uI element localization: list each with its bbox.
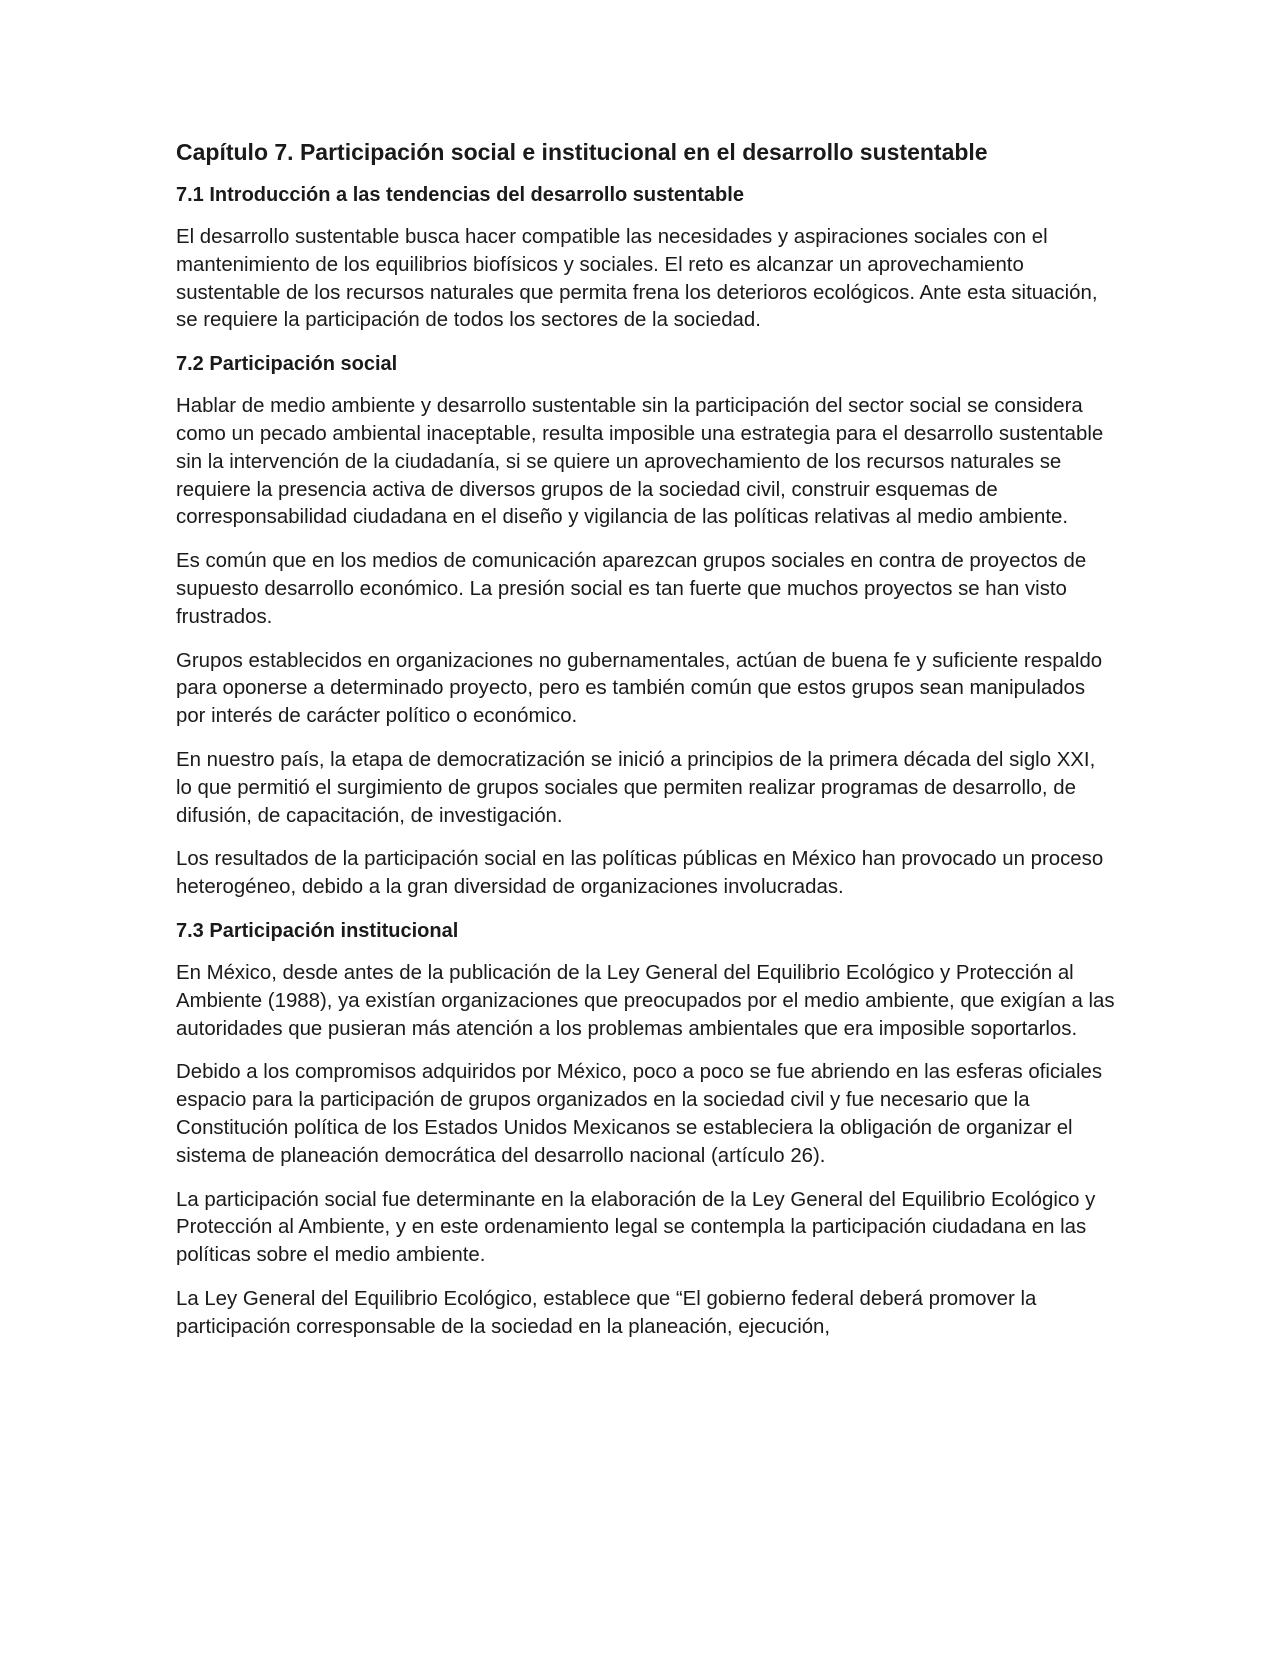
chapter-title: Capítulo 7. Participación social e institucional en el desarrollo sustentable xyxy=(176,139,988,165)
document-page xyxy=(176,138,1116,1358)
paragraph: Es común que en los medios de comunicación aparezcan grupos sociales en contra de proyectos de supuesto desarrollo económico. La presión social es tan fuerte que muchos proyectos se han visto frustrados. xyxy=(176,550,1087,628)
paragraph: La participación social fue determinante en la elaboración de la Ley General del Equilibrio Ecológico y Protección al Ambiente, y en este ordenamiento legal se contempla la participación ciudadana en las políticas sobre el medio ambiente. xyxy=(176,1188,1096,1267)
paragraph: Debido a los compromisos adquiridos por México, poco a poco se fue abriendo en las esferas oficiales espacio para la participación de grupos organizados en la sociedad civil y fue necesario que la Constitución política de los Estados Unidos Mexicanos se estableciera la obligación de organizar el sistema de planeación democrática del desarrollo nacional (artículo 26). xyxy=(176,1061,1103,1167)
section-heading-7-2: 7.2 Participación social xyxy=(176,353,398,376)
paragraph: La Ley General del Equilibrio Ecológico, establece que “El gobierno federal deberá promover la participación corresponsable de la sociedad en la planeación, ejecución, xyxy=(176,1287,1037,1338)
section-heading-7-3: 7.3 Participación institucional xyxy=(176,919,459,942)
paragraph: El desarrollo sustentable busca hacer compatible las necesidades y aspiraciones sociales con el mantenimiento de los equilibrios biofísicos y sociales. El reto es alcanzar un aprovechamiento sustentable de los recursos naturales que permita frena los deterioros ecológicos. Ante esta situación, se requiere la participación de todos los sectores de la sociedad. xyxy=(176,226,1098,332)
paragraph: Grupos establecidos en organizaciones no gubernamentales, actúan de buena fe y suficiente respaldo para oponerse a determinado proyecto, pero es también común que estos grupos sean manipulados por interés de carácter político o económico. xyxy=(176,649,1103,728)
paragraph: En México, desde antes de la publicación de la Ley General del Equilibrio Ecológico y Protección al Ambiente (1988), ya existían organizaciones que preocupados por el medio ambiente, que exigían a las autoridades que pusieran más atención a los problemas ambientales que era imposible soportarlos. xyxy=(176,961,1115,1040)
paragraph: En nuestro país, la etapa de democratización se inició a principios de la primera década del siglo XXI, lo que permitió el surgimiento de grupos sociales que permiten realizar programas de desarrollo, de difusión, de capacitación, de investigación. xyxy=(176,748,1096,827)
paragraph: Los resultados de la participación social en las políticas públicas en México han provocado un proceso heterogéneo, debido a la gran diversidad de organizaciones involucradas. xyxy=(176,848,1104,899)
section-heading-7-1: 7.1 Introducción a las tendencias del desarrollo sustentable xyxy=(176,184,744,206)
paragraph: Hablar de medio ambiente y desarrollo sustentable sin la participación del sector social se considera como un pecado ambiental inaceptable, resulta imposible una estrategia para el desarrollo sustentable sin la intervención de la ciudadanía, si se quiere un aprovechamiento de los recursos naturales se requiere la presencia activa de diversos grupos de la sociedad civil, construir esquemas de corresponsabilidad ciudadana en el diseño y vigilancia de las políticas relativas al medio ambiente. xyxy=(176,395,1104,529)
